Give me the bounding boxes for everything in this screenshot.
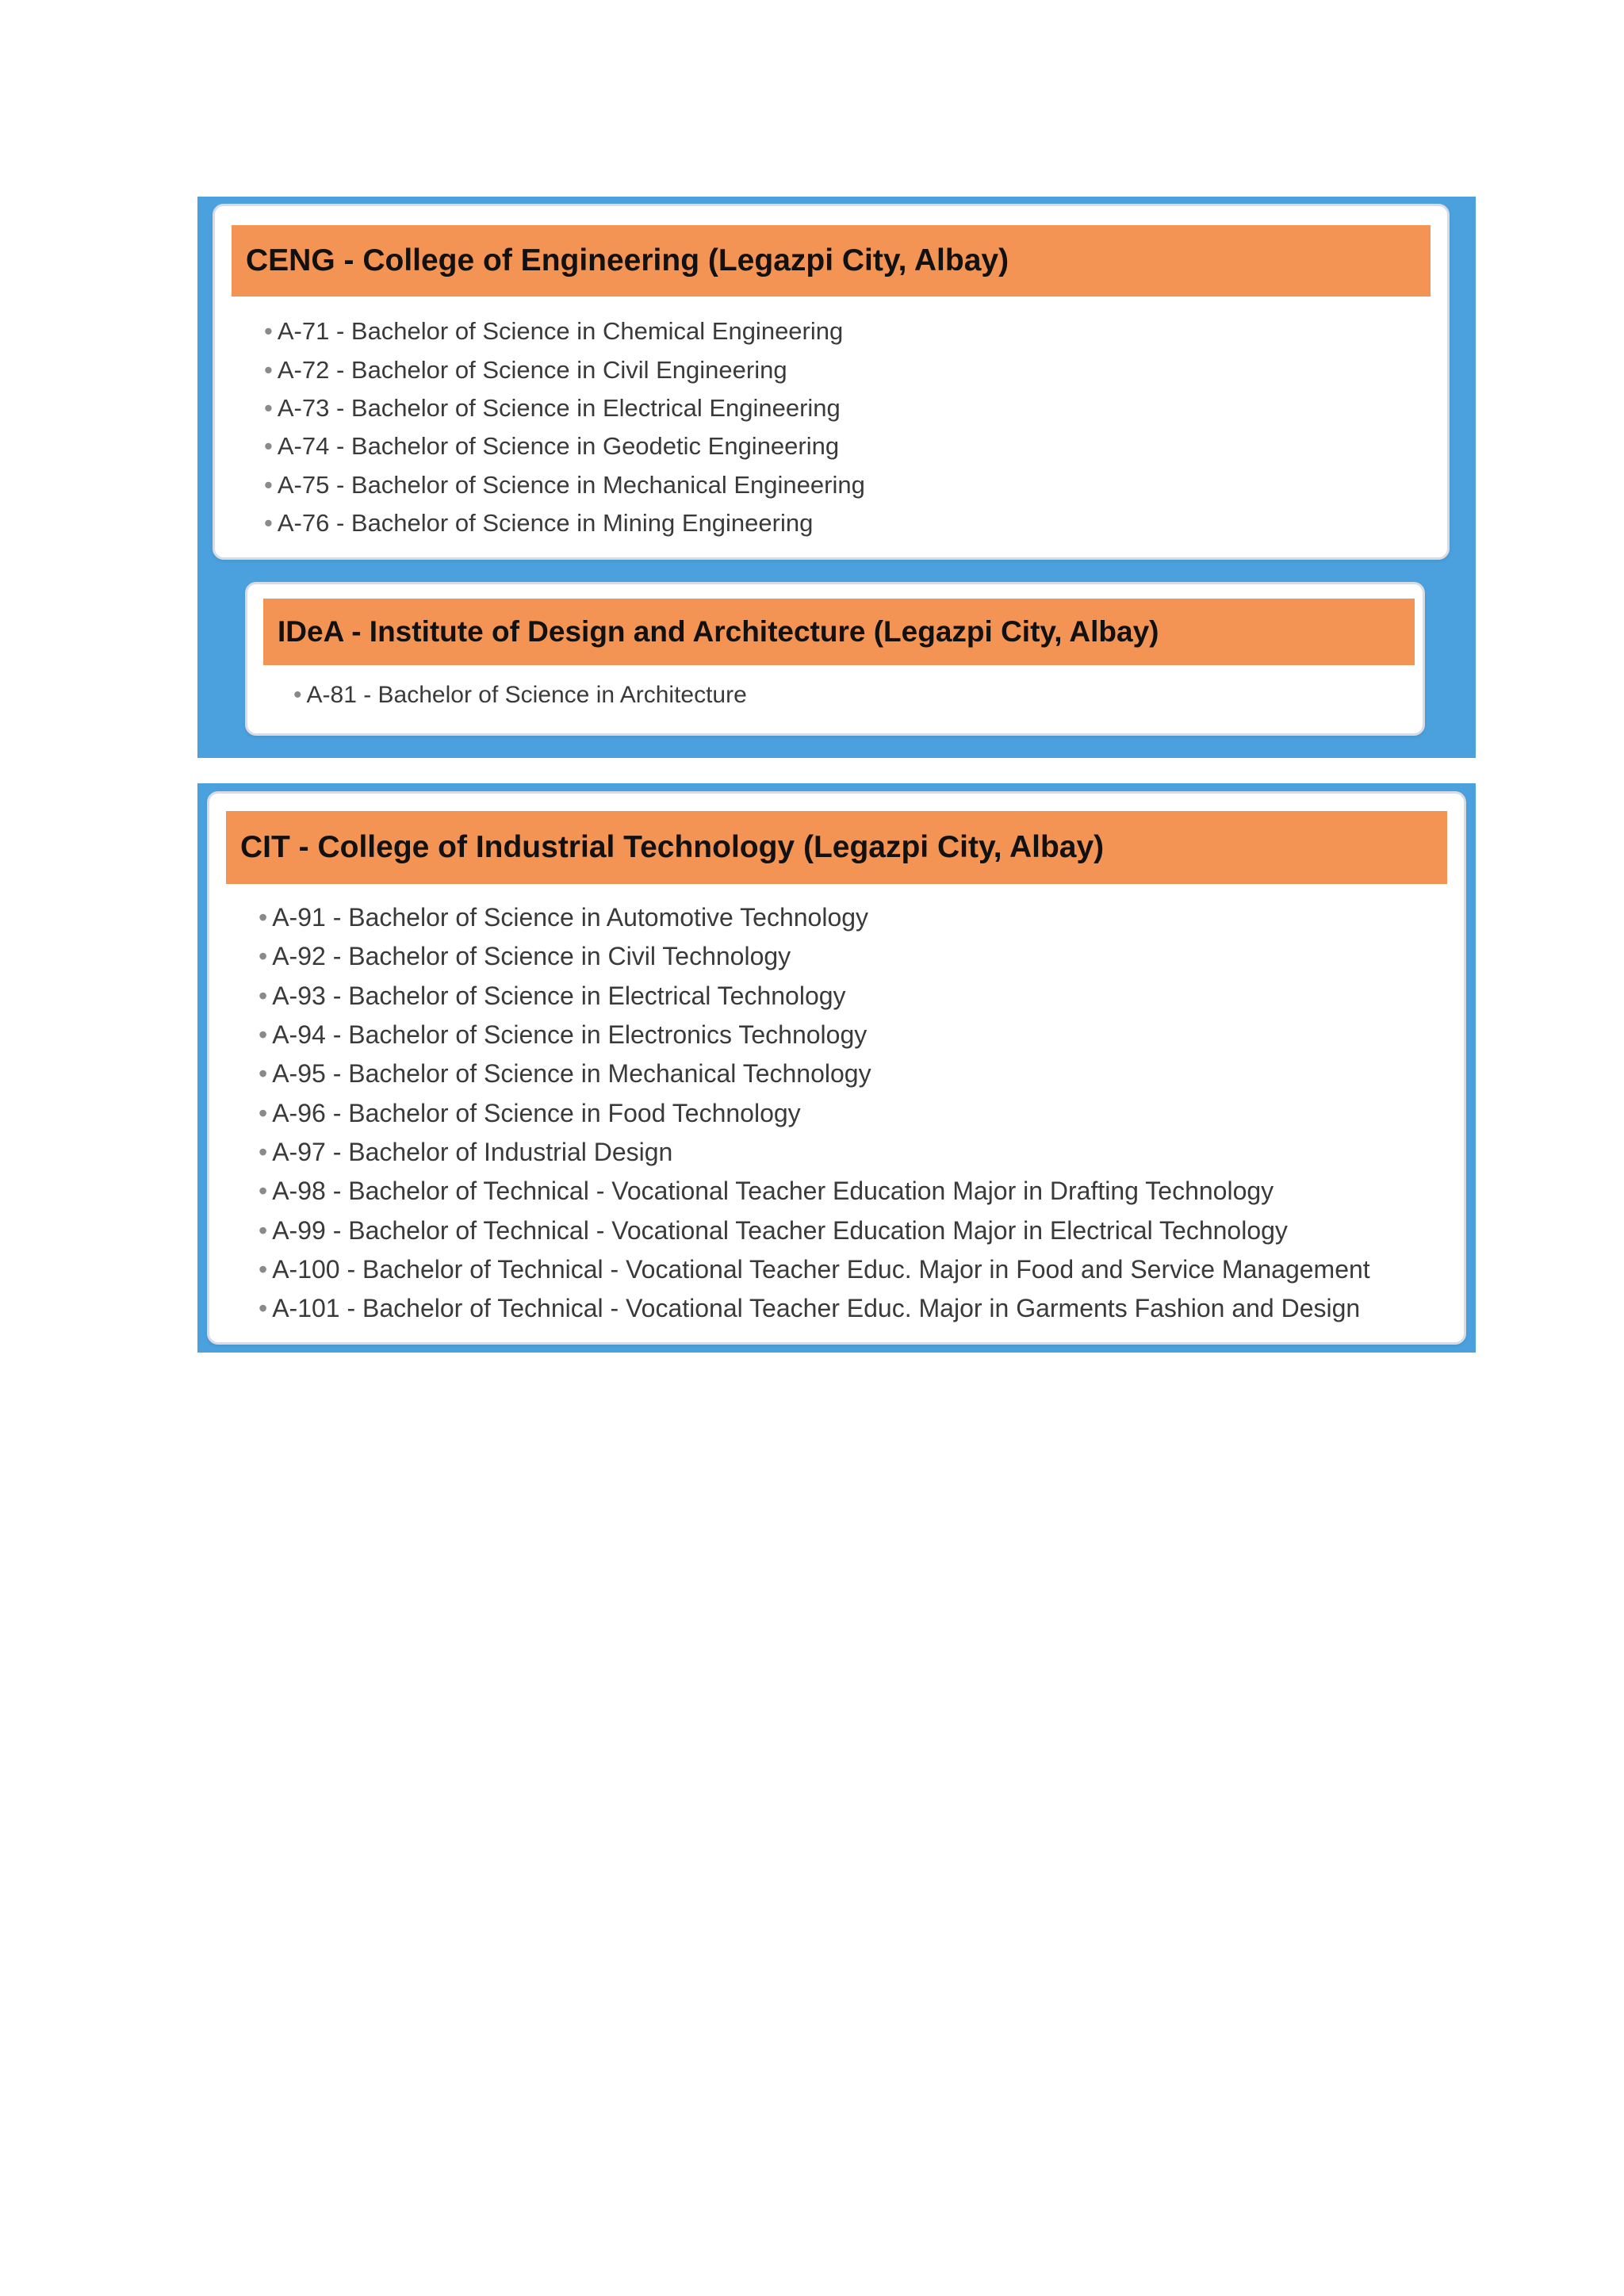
program-item [264,427,865,465]
program-label: A-76 - Bachelor of Science in Mining Engineering [277,509,814,538]
program-label: A-91 - Bachelor of Science in Automotive Technology [272,903,869,932]
college-header [232,225,1431,297]
bullet-icon: • [264,355,273,384]
college-card-ceng [213,204,1450,560]
bullet-icon: • [264,393,273,422]
college-header [226,811,1447,884]
program-label: A-71 - Bachelor of Science in Chemical Engineering [277,317,844,346]
program-label: A-73 - Bachelor of Science in Electrical Engineering [277,393,841,422]
panel-industrial-technology [197,783,1476,1353]
bullet-icon: • [264,509,273,538]
program-label: A-98 - Bachelor of Technical - Vocational Teacher Education Major in Drafting Technology [272,1177,1274,1206]
program-label: A-97 - Bachelor of Industrial Design [272,1137,673,1166]
program-item [264,504,865,542]
program-item [259,1016,1370,1054]
program-item [259,1250,1370,1289]
program-item [259,937,1370,976]
program-label: A-75 - Bachelor of Science in Mechanical Engineering [277,470,865,499]
program-item [264,389,865,427]
program-label: A-101 - Bachelor of Technical - Vocational Teacher Educ. Major in Garments Fashion and Design [272,1294,1361,1323]
bullet-icon: • [259,1098,268,1127]
bullet-icon: • [259,1294,268,1323]
program-list [264,312,865,542]
bullet-icon: • [293,682,302,708]
program-label: A-92 - Bachelor of Science in Civil Technology [272,942,791,971]
panel-engineering-architecture [197,197,1476,758]
bullet-icon: • [264,432,273,461]
program-list [293,678,747,713]
college-header [263,599,1415,665]
program-label: A-94 - Bachelor of Science in Electronics Technology [272,1020,868,1050]
program-label: A-74 - Bachelor of Science in Geodetic Engineering [277,432,840,461]
bullet-icon: • [259,1215,268,1245]
bullet-icon: • [259,1137,268,1166]
program-label: A-96 - Bachelor of Science in Food Technology [272,1098,801,1127]
bullet-icon: • [259,903,268,932]
program-item [264,350,865,388]
program-item [264,312,865,350]
program-item [259,1172,1370,1211]
program-label: A-99 - Bachelor of Technical - Vocational Teacher Education Major in Electrical Technology [272,1215,1288,1245]
bullet-icon: • [259,1059,268,1089]
program-label: A-95 - Bachelor of Science in Mechanical Technology [272,1059,871,1089]
college-title: CIT - College of Industrial Technology (Legazpi City, Albay) [240,830,1105,864]
bullet-icon: • [259,1177,268,1206]
program-list [259,898,1370,1328]
bullet-icon: • [259,981,268,1010]
college-title: CENG - College of Engineering (Legazpi City, Albay) [246,243,1009,277]
bullet-icon: • [259,942,268,971]
program-item [259,1093,1370,1132]
program-item [259,1133,1370,1172]
college-title: IDeA - Institute of Design and Architecture (Legazpi City, Albay) [278,615,1159,648]
program-item [259,898,1370,937]
program-label: A-100 - Bachelor of Technical - Vocational Teacher Educ. Major in Food and Service Management [272,1254,1370,1284]
program-item [259,1289,1370,1328]
college-card-cit [207,791,1466,1345]
program-item [259,977,1370,1016]
program-label: A-93 - Bachelor of Science in Electrical Technology [272,981,846,1010]
bullet-icon: • [259,1254,268,1284]
bullet-icon: • [264,470,273,499]
bullet-icon: • [259,1020,268,1050]
program-item [259,1054,1370,1093]
program-label: A-72 - Bachelor of Science in Civil Engineering [277,355,787,384]
program-item [264,466,865,504]
program-item [259,1211,1370,1249]
program-item [293,678,747,713]
program-label: A-81 - Bachelor of Science in Architecture [306,682,747,708]
college-card-idea [245,582,1425,736]
bullet-icon: • [264,317,273,346]
